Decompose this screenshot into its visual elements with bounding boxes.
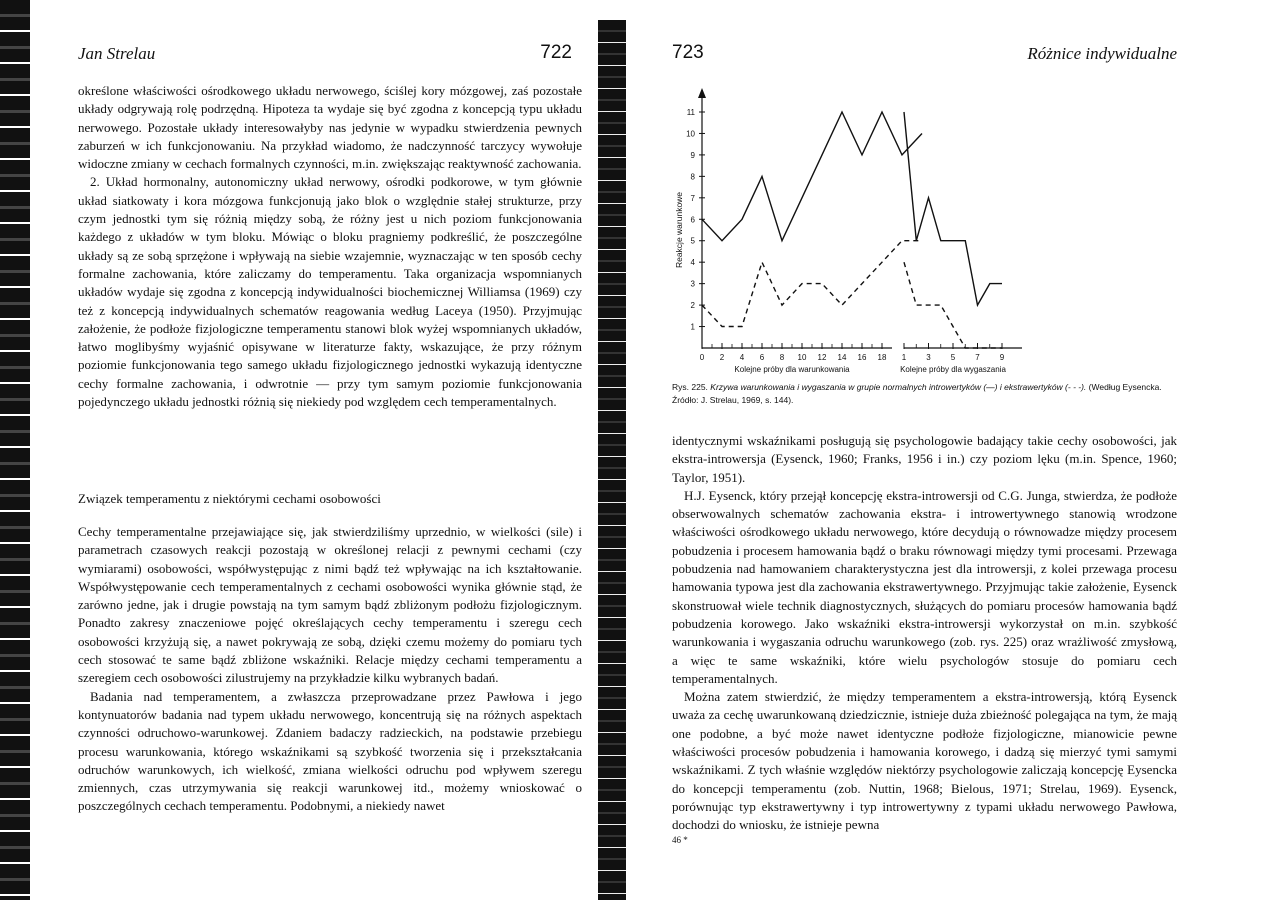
y-tick-label: 10 — [686, 129, 695, 139]
x-axis-label: Kolejne próby dla warunkowania — [734, 365, 850, 374]
caption-source: (Według Eysencka. Źródło: J. Strelau, 1969, s. 144). — [672, 382, 1162, 405]
left-body-top — [78, 82, 582, 411]
paragraph: Można zatem stwierdzić, że między temperamentem a ekstra-introwersją, którą Eysenck uważa za cechę uwarunkowaną dziedzicznie, istnieje duża zbieżność polegająca na tym, że mają one podobne, a być może nawet identyczne podłoże fizjologiczne, mianowicie pewne właściwości procesów pobudzenia i hamowania korowego, i dadzą się mierzyć tymi samymi wskaźnikami. Z tych właśnie względów niektórzy psychologowie zaliczają koncepcję Eysencka do koncepcji temperamentu (zob. Nuttin, 1968; Bielous, 1971; Strelau, 1969). Eysenck, porównując typ ekstrawertywny i typ introwertywny z typami układu nerwowego Pawłowa, dochodzi do wniosku, że istnieje pewna — [672, 689, 1177, 833]
running-author: Jan Strelau — [78, 44, 156, 63]
y-tick-label: 5 — [690, 236, 695, 246]
y-tick-label: 7 — [690, 193, 695, 203]
book-spine — [598, 20, 626, 900]
x-axis-label: Kolejne próby dla wygaszania — [900, 365, 1006, 374]
paragraph: Cechy temperamentalne przejawiające się, jak stwierdziliśmy uprzednio, w wielkości (sile) i parametrach czasowych reakcji pozostają w określonej relacji z pewnymi cechami (czy wymiarami) osobowości, współwystępując z nimi bądź też wpływając na ich kształtowanie. Współwystępowanie cech temperamentalnych z cechami osobowości wynika głównie stąd, że zarówno jedne, jak i drugie powstają na tym samym bądź zbliżonym podłożu fizjologicznym. Ponadto zakresy znaczeniowe pojęć określających cechy temperamentu i szeregu cech osobowości krzyżują się, a nawet pokrywają ze sobą, dzięki czemu możemy do pomiaru tych cech stosować te same bądź zbliżone wskaźniki. Relacje między cechami temperamentu a szeregiem cech osobowości zilustrujemy na przykładzie kilku wybranych badań. — [78, 524, 582, 686]
left-body-bottom — [78, 523, 582, 816]
x-tick-label: 14 — [837, 353, 847, 362]
x-tick-label: 4 — [739, 353, 745, 362]
x-tick-label: 8 — [779, 353, 785, 362]
extravert-line — [702, 241, 922, 327]
figure-225 — [672, 80, 1177, 380]
extravert-line — [904, 262, 1002, 348]
paragraph: H.J. Eysenck, który przejął koncepcję ekstra-introwersji od C.G. Junga, stwierdza, że podłoże obserwowalnych schematów zachowania ekstra- i introwertywnego stanowią wrodzone właściwości ośrodkowego układu nerwowego, które decydują o równowadze między procesem pobudzenia i procesem hamowania bądź o braku równowagi między tymi procesami. Przewaga pobudzenia nad hamowaniem charakterystyczna jest dla introwersji, z kolei przewaga procesu hamowania typowa jest dla zachowania ekstrawertywnego. Przyjmując takie założenie, Eysenck skonstruował wiele technik diagnostycznych, służących do pomiaru procesów hamowania bądź pobudzenia korowego. Jako wskaźniki ekstra-introwersji wykorzystał on m.in. szybkość warunkowania i wygaszania odruchu warunkowego (zob. rys. 225) oraz wrażliwość zmysłową, a więc te same wskaźniki, które wielu psychologów stosuje do pomiaru cech temperamentalnych. — [672, 487, 1177, 686]
y-tick-label: 6 — [690, 215, 695, 225]
introvert-line — [702, 112, 922, 241]
paragraph: 2. Układ hormonalny, autonomiczny układ nerwowy, ośrodki podkorowe, w tym głównie układ siatkowaty i kora mózgowa funkcjonują jako blok o względnie stałej strukturze, przy czym jednostki tym się różnią między sobą, że różny jest u nich poziom funkcjonowania każdego z układów w tym bloku. Mówiąc o bloku pragniemy podkreślić, że poszczególne układy są ze sobą sprzężone i wpływają na siebie wzajemnie, wyznaczając w ten sposób cechy formalne zachowania, które zaliczamy do temperamentu. Taka organizacja wspomnianych układów wydaje się zgodna z koncepcją indywidualności biochemicznej Williamsa (1969) czy też z koncepcją indywidualnych schematów reagowania według Laceya (1950). Przyjmując założenie, że podłoże fizjologiczne temperamentu stanowi blok wyżej wspomnianych układów, łatwo moglibyśmy wyjaśnić opisywane w literaturze fakty, wskazujące, że przy różnym poziomie funkcjonowania tego samego układu fizjologicznego jednostki wykazują identyczne cechy formalne zachowania, i odwrotnie — przy tym samym poziomie funkcjonowania pojedynczego układu jednostki różnią się niekiedy pod względem cech temperamentalnych. — [78, 174, 582, 410]
right-running-head — [672, 40, 1177, 70]
x-tick-label: 7 — [975, 353, 980, 362]
section-heading: Związek temperamentu z niektórymi cechami osobowości — [78, 491, 381, 506]
y-axis-label: Reakcje warunkowe — [674, 191, 684, 269]
x-tick-label: 5 — [950, 353, 956, 362]
conditioning-chart — [672, 80, 1177, 380]
x-tick-label: 2 — [719, 353, 725, 362]
left-page — [78, 40, 582, 814]
x-tick-label: 1 — [901, 353, 907, 362]
introvert-line — [904, 112, 1002, 305]
y-tick-label: 11 — [686, 108, 695, 117]
x-tick-label: 0 — [699, 353, 705, 362]
caption-italic: Krzywa warunkowania i wygaszania w grupie normalnych introwertyków (—) i ekstrawertyków (- - -). — [710, 382, 1087, 392]
x-tick-label: 10 — [797, 353, 807, 362]
y-tick-label: 2 — [690, 301, 695, 311]
x-tick-label: 6 — [759, 353, 765, 362]
y-tick-label: 3 — [690, 279, 695, 289]
paragraph: identycznymi wskaźnikami posługują się psychologowie badający takie cechy osobowości, jak ekstra-introwersja (Eysenck, 1960; Franks, 1956 i in.) czy poziom lęku (m.in. Spence, 1960; Taylor, 1951). — [672, 433, 1177, 485]
y-tick-label: 1 — [690, 322, 695, 332]
x-tick-label: 18 — [877, 353, 887, 362]
right-page — [672, 40, 1177, 845]
figure-caption — [672, 381, 1177, 407]
left-running-head — [78, 40, 582, 70]
running-title: Różnice indywidualne — [1027, 44, 1177, 63]
right-body — [672, 432, 1177, 835]
y-tick-label: 9 — [690, 150, 695, 160]
y-tick-label: 4 — [690, 258, 695, 268]
y-axis-arrow — [698, 88, 706, 98]
y-tick-label: 8 — [690, 172, 695, 182]
x-tick-label: 16 — [857, 353, 867, 362]
page-number-right: 723 — [672, 42, 704, 63]
x-tick-label: 12 — [817, 353, 827, 362]
page-number-left: 722 — [540, 42, 572, 63]
x-tick-label: 3 — [926, 353, 931, 362]
signature-mark: 46 * — [672, 835, 688, 845]
paragraph: określone właściwości ośrodkowego układu nerwowego, ściślej kory mózgowej, zaś pozostałe układy odgrywają rolę podrzędną. Hipoteza ta wydaje się być zgodna z koncepcją typu układu nerwowego. Pozostałe układy interesowałyby nas jedynie w wypadku stwierdzenia pewnych zaburzeń w ich funkcjonowaniu. Na przykład wiadomo, że nadczynność tarczycy wywołuje widoczne zmiany w cechach formalnych czynności, m.in. zwiększając reaktywność zachowania. — [78, 83, 582, 172]
paragraph: Badania nad temperamentem, a zwłaszcza przeprowadzane przez Pawłowa i jego kontynuatorów badania nad typem układu nerwowego, koncentrują się na różnych aspektach czynności odruchowo-warunkowej. Zdaniem badaczy radzieckich, na podstawie przebiegu procesu warunkowania, którego wskaźnikami są szybkość tworzenia się i przekształcania odruchów warunkowych, ich wielkość, zmiana wielkości odruchu pod wpływem szeregu zmiennych, czas utrzymywania się reakcji warunkowej itd., możemy wnioskować o poszczególnych cechach temperamentu. Podobnymi, a niekiedy nawet — [78, 688, 582, 814]
caption-prefix: Rys. 225. — [672, 382, 708, 392]
x-tick-label: 9 — [999, 353, 1005, 362]
book-left-edge — [0, 0, 30, 900]
